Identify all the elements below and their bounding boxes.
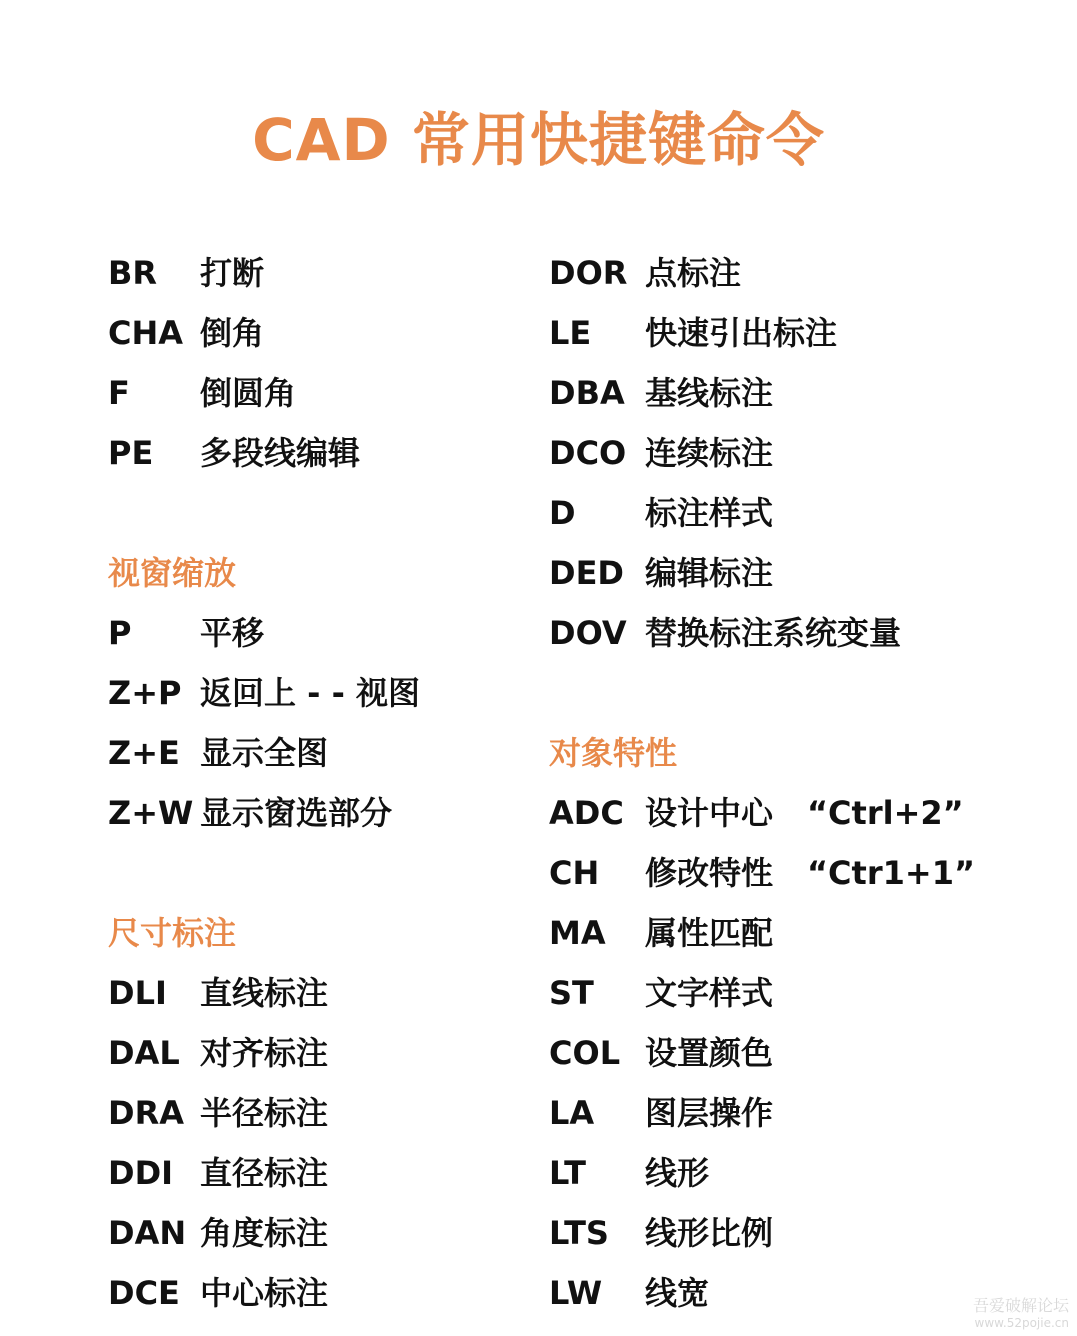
shortcut-row	[108, 603, 528, 663]
shortcut-row	[549, 363, 1049, 423]
shortcut-description: 显示全图	[200, 734, 329, 772]
section-heading-dimension: 尺寸标注	[108, 914, 237, 952]
shortcut-description: 点标注	[645, 254, 742, 292]
shortcut-row	[549, 1023, 1049, 1083]
shortcut-row	[108, 783, 528, 843]
shortcut-description: 显示窗选部分	[200, 794, 393, 832]
shortcut-description: 平移	[200, 614, 265, 652]
shortcut-row	[549, 1083, 1049, 1143]
shortcut-command: DOV	[549, 614, 627, 652]
shortcut-description: 线形比例	[645, 1214, 774, 1252]
shortcut-row	[549, 1143, 1049, 1203]
shortcut-command: F	[108, 374, 130, 412]
shortcut-row	[549, 243, 1049, 303]
shortcut-description: 多段线编辑	[200, 434, 361, 472]
shortcut-row	[549, 903, 1049, 963]
shortcut-description: 标注样式	[645, 494, 774, 532]
shortcut-command: DAL	[108, 1034, 180, 1072]
shortcut-command: DDI	[108, 1154, 174, 1192]
page-title: CAD 常用快捷键命令	[252, 106, 825, 174]
shortcut-row	[108, 1263, 528, 1323]
shortcut-description: 替换标注系统变量	[645, 614, 902, 652]
shortcut-row	[108, 423, 528, 483]
shortcut-description: 快速引出标注	[645, 314, 838, 352]
shortcut-description: 直线标注	[200, 974, 329, 1012]
shortcut-key-note: “Ctrl+2”	[807, 794, 964, 832]
shortcut-description: 属性匹配	[645, 914, 774, 952]
left-column	[108, 243, 528, 1323]
shortcut-row	[549, 963, 1049, 1023]
shortcut-command: DCE	[108, 1274, 180, 1312]
shortcut-command: Z+P	[108, 674, 182, 712]
shortcut-row	[549, 603, 1049, 663]
shortcut-command: DOR	[549, 254, 628, 292]
shortcut-description: 设计中心	[645, 794, 774, 832]
shortcut-command: P	[108, 614, 132, 652]
shortcut-row	[549, 483, 1049, 543]
shortcut-command: PE	[108, 434, 154, 472]
watermark	[951, 1296, 1069, 1330]
right-column	[549, 243, 1049, 1323]
shortcut-row	[108, 1023, 528, 1083]
shortcut-command: Z+E	[108, 734, 180, 772]
shortcut-description: 半径标注	[200, 1094, 329, 1132]
shortcut-row	[549, 1203, 1049, 1263]
shortcut-command: ST	[549, 974, 594, 1012]
spacer	[108, 843, 528, 903]
shortcut-description: 线形	[645, 1154, 710, 1192]
shortcut-command: Z+W	[108, 794, 194, 832]
shortcut-description: 直径标注	[200, 1154, 329, 1192]
shortcut-row	[108, 963, 528, 1023]
shortcut-row	[108, 363, 528, 423]
section-heading-view: 视窗缩放	[108, 554, 237, 592]
shortcut-command: MA	[549, 914, 606, 952]
shortcut-description: 修改特性	[645, 854, 774, 892]
shortcut-row	[108, 1203, 528, 1263]
shortcut-description: 返回上 - - 视图	[200, 674, 420, 712]
shortcut-description: 线宽	[645, 1274, 710, 1312]
shortcut-row	[549, 843, 1049, 903]
shortcut-row	[108, 1143, 528, 1203]
shortcut-command: LA	[549, 1094, 595, 1132]
shortcut-command: LT	[549, 1154, 586, 1192]
shortcut-row	[549, 423, 1049, 483]
shortcut-row	[549, 303, 1049, 363]
shortcut-command: LTS	[549, 1214, 609, 1252]
shortcut-description: 倒角	[200, 314, 265, 352]
shortcut-description: 编辑标注	[645, 554, 774, 592]
shortcut-command: CH	[549, 854, 600, 892]
shortcut-description: 对齐标注	[200, 1034, 329, 1072]
shortcut-description: 中心标注	[200, 1274, 329, 1312]
shortcut-description: 图层操作	[645, 1094, 774, 1132]
shortcut-command: DAN	[108, 1214, 187, 1252]
watermark-text: 吾爱破解论坛	[972, 1296, 1069, 1315]
shortcut-description: 基线标注	[645, 374, 774, 412]
shortcut-command: DCO	[549, 434, 627, 472]
shortcut-command: CHA	[108, 314, 184, 352]
shortcut-command: DRA	[108, 1094, 184, 1132]
shortcut-command: DBA	[549, 374, 625, 412]
shortcut-row	[108, 303, 528, 363]
shortcut-description: 倒圆角	[200, 374, 297, 412]
shortcut-key-note: “Ctr1+1”	[807, 854, 975, 892]
shortcut-description: 连续标注	[645, 434, 774, 472]
shortcut-description: 角度标注	[200, 1214, 329, 1252]
shortcut-command: DLI	[108, 974, 167, 1012]
shortcut-row	[549, 543, 1049, 603]
shortcut-command: D	[549, 494, 576, 532]
spacer	[549, 663, 1049, 723]
shortcut-command: DED	[549, 554, 624, 592]
shortcut-command: ADC	[549, 794, 624, 832]
shortcut-row	[108, 1083, 528, 1143]
shortcut-row	[108, 723, 528, 783]
shortcut-command: BR	[108, 254, 158, 292]
shortcut-row	[108, 243, 528, 303]
shortcut-command: COL	[549, 1034, 621, 1072]
section-heading-properties: 对象特性	[549, 734, 678, 772]
shortcut-description: 设置颜色	[645, 1034, 774, 1072]
shortcut-row	[108, 663, 528, 723]
shortcut-description: 打断	[200, 254, 265, 292]
spacer	[108, 483, 528, 543]
shortcut-command: LE	[549, 314, 592, 352]
shortcut-command: LW	[549, 1274, 603, 1312]
shortcut-description: 文字样式	[645, 974, 774, 1012]
shortcut-row	[549, 783, 1049, 843]
watermark-url: www.52pojie.cn	[974, 1316, 1069, 1330]
